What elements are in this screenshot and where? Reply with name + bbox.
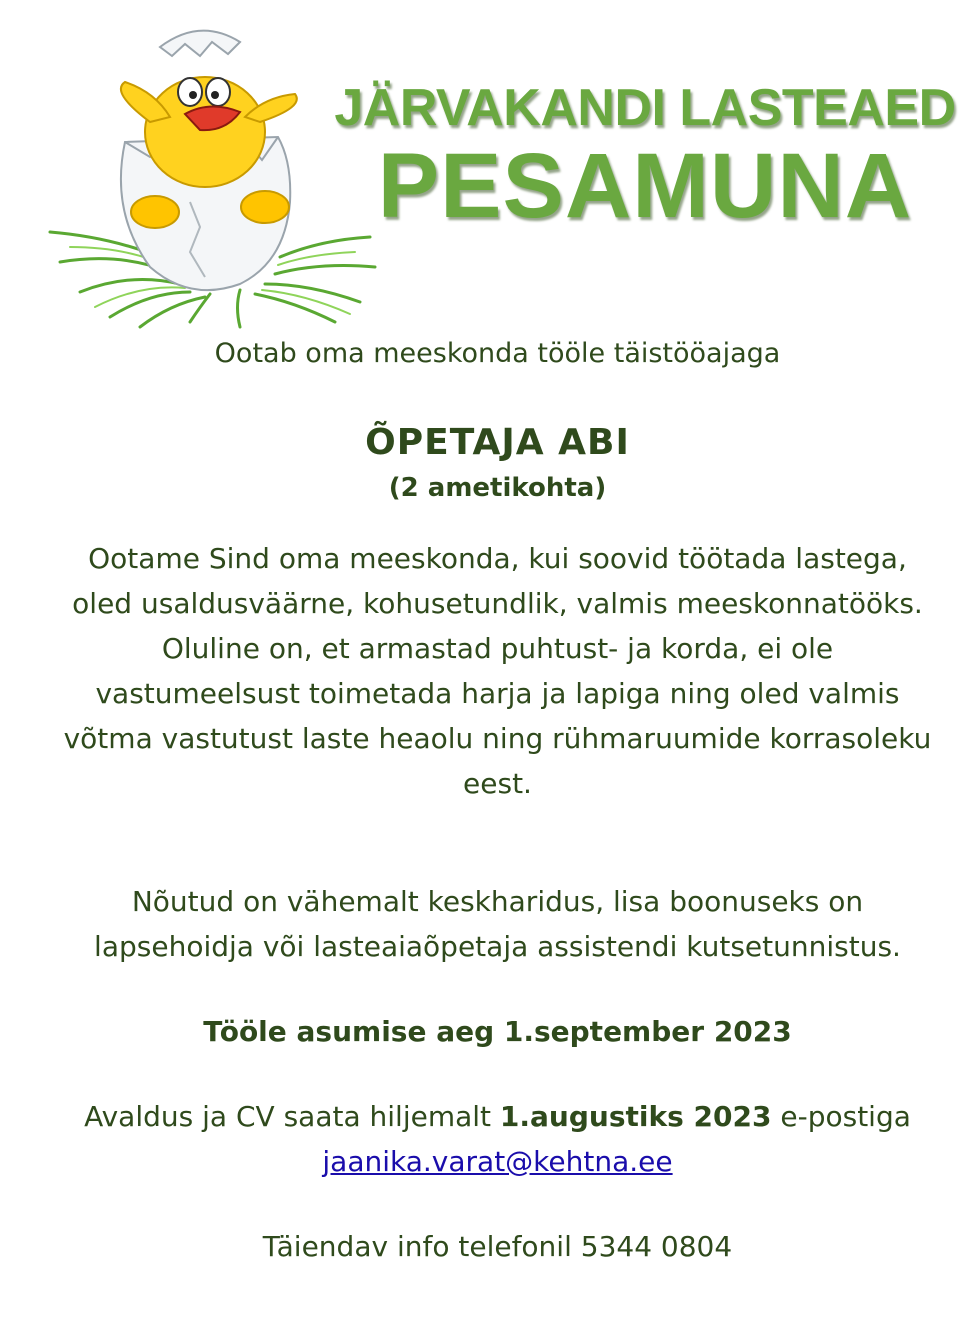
description-line: võtma vastutust laste heaolu ning rühmaruumide korrasoleku [63,722,932,755]
kindergarten-name: JÄRVAKANDI LASTEAED [334,79,956,137]
kindergarten-brand: PESAMUNA [377,135,913,237]
application-suffix: e-postiga [780,1100,911,1133]
requirements-line: Nõutud on vähemalt keskharidus, lisa boonuseks on [131,885,864,918]
description-line: Oluline on, et armastad puhtust- ja korda, ei ole [161,632,834,665]
application-info [20,1094,973,1184]
application-prefix: Avaldus ja CV saata hiljemalt [84,1100,492,1133]
description-line: Ootame Sind oma meeskonda, kui soovid töötada lastega, [88,542,907,575]
requirements-paragraph [20,879,973,969]
start-date: Tööle asumise aeg 1.september 2023 [203,1015,792,1048]
requirements-line: lapsehoidja või lasteaiaõpetaja assistendi kutsetunnistus. [94,930,901,963]
chick-in-egg-icon [40,22,380,332]
description-line: vastumeelsust toimetada harja ja lapiga ning oled valmis [95,677,900,710]
description-line: oled usaldusväärne, kohusetundlik, valmis meeskonnatööks. [72,587,923,620]
description-line: eest. [463,767,532,800]
position-title: ÕPETAJA ABI [365,422,630,463]
description-paragraph [20,536,973,806]
position-count: (2 ametikohta) [388,473,607,503]
job-ad-body [20,334,973,1269]
application-deadline: 1.augustiks 2023 [499,1100,772,1133]
brand-title [330,78,960,237]
contact-phone: Täiendav info telefonil 5344 0804 [262,1230,733,1263]
application-line [20,1094,973,1139]
intro-text: Ootab oma meeskonda tööle täistööajaga [214,338,781,369]
email-link[interactable]: jaanika.varat@kehtna.ee [322,1145,673,1178]
